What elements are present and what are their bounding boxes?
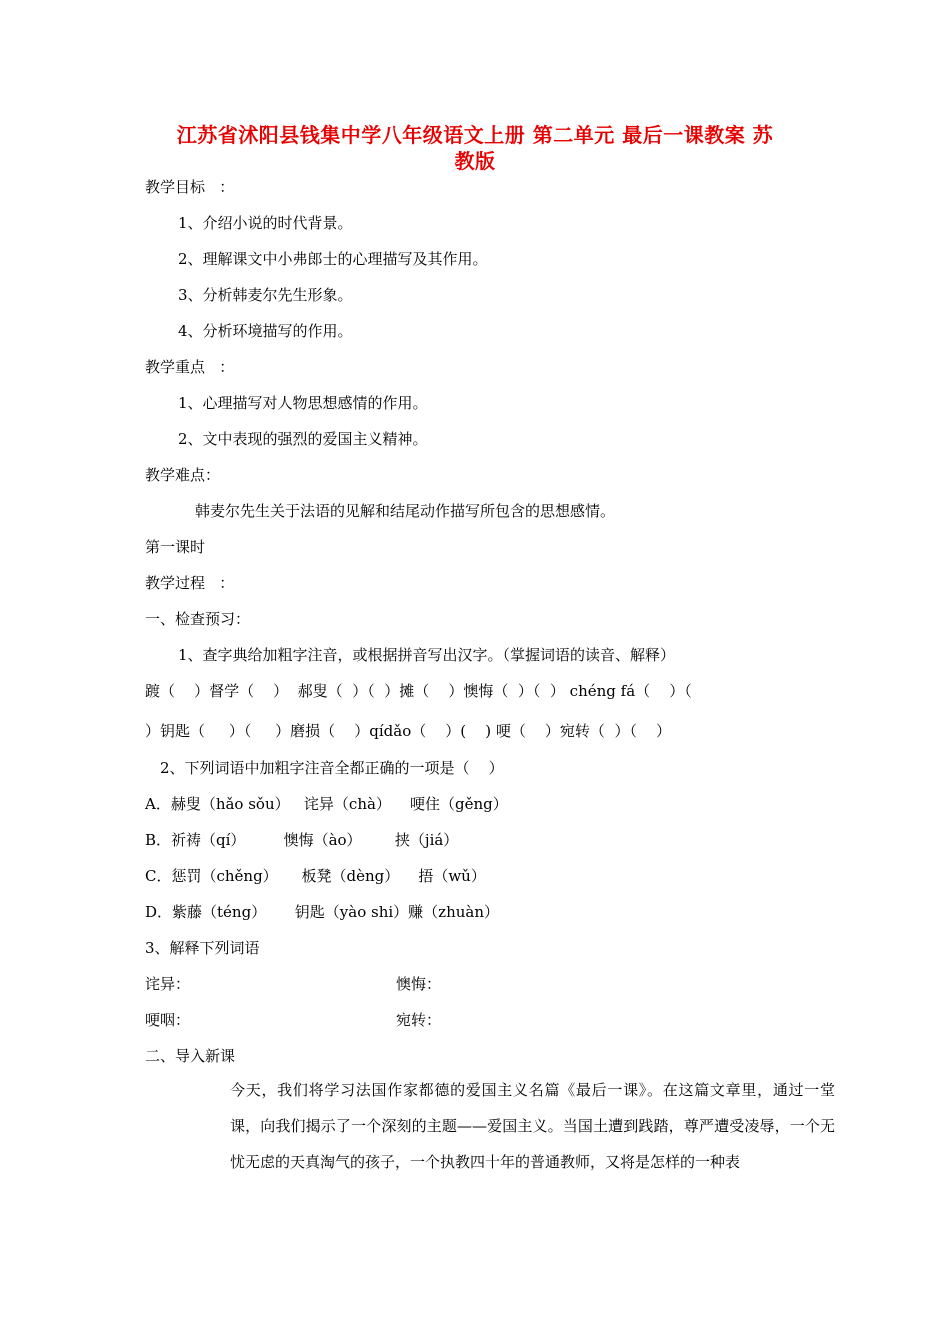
- key-heading: 教学重点 ：: [145, 358, 235, 376]
- question-2: 2、下列词语中加粗字注音全都正确的一项是（ ）: [160, 759, 504, 777]
- question-1-blanks: 踱（ ）督学（ ） 郝叟（ ）（ ）摊（ ）懊悔（ ）（ ） chéng fá（ ）（: [145, 682, 692, 700]
- option-d: D．紫藤（téng） 钥匙（yào shi）赚（zhuàn）: [145, 903, 500, 921]
- word-entry: 懊悔：: [396, 975, 442, 993]
- goals-heading: 教学目标 ：: [145, 178, 235, 196]
- goal-item: 1、介绍小说的时代背景。: [178, 214, 353, 232]
- word-entry: 诧异：: [145, 975, 191, 993]
- paragraph-text: 今天，我们将学习法国作家都德的爱国主义名篇《最后一课》。在这篇文章里，通过一堂课，向我们揭示了一个深刻的主题——爱国主义。当国土遭到践踏，尊严遭受凌辱，一个无忧无虑的天真淘气的孩子，一个执教四十年的普通教师，又将是怎样的一种表: [230, 1081, 835, 1171]
- question-1-blanks: ）钥匙（ ）（ ）磨损（ ）qídǎo（ ）( ) 哽（ ）宛转（ ）（ ）: [145, 722, 672, 740]
- title-line-1: 江苏省沭阳县钱集中学八年级语文上册 第二单元 最后一课教案 苏: [176, 123, 774, 147]
- word-entry: 宛转：: [396, 1011, 442, 1029]
- goal-item: 3、分析韩麦尔先生形象。: [178, 286, 353, 304]
- key-point: 1、心理描写对人物思想感情的作用。: [178, 394, 428, 412]
- document-title: [135, 122, 815, 174]
- option-c: C．惩罚（chěng） 板凳（dèng） 捂（wǔ）: [145, 867, 486, 885]
- title-line-2: 教版: [454, 149, 496, 173]
- section-heading: 一、检查预习：: [145, 610, 251, 628]
- goal-item: 4、分析环境描写的作用。: [178, 322, 353, 340]
- word-entry: 哽咽：: [145, 1011, 191, 1029]
- option-b: B．祈祷（qí） 懊悔（ào） 挟（jiá）: [145, 831, 459, 849]
- process-heading: 教学过程 ：: [145, 574, 235, 592]
- difficulty-heading: 教学难点：: [145, 466, 221, 484]
- key-point: 2、文中表现的强烈的爱国主义精神。: [178, 430, 428, 448]
- option-a: A．赫叟（hǎo sǒu） 诧异（chà） 哽住（gěng）: [145, 795, 508, 813]
- section-heading: 二、导入新课: [145, 1047, 236, 1065]
- intro-paragraph: [145, 1072, 835, 1180]
- lesson-label: 第一课时: [145, 538, 206, 556]
- question-3: 3、解释下列词语: [145, 939, 260, 957]
- difficulty-text: 韩麦尔先生关于法语的见解和结尾动作描写所包含的思想感情。: [195, 502, 616, 520]
- question-1: 1、查字典给加粗字注音，或根据拼音写出汉字。（掌握词语的读音、解释）: [178, 646, 676, 664]
- goal-item: 2、理解课文中小弗郎士的心理描写及其作用。: [178, 250, 488, 268]
